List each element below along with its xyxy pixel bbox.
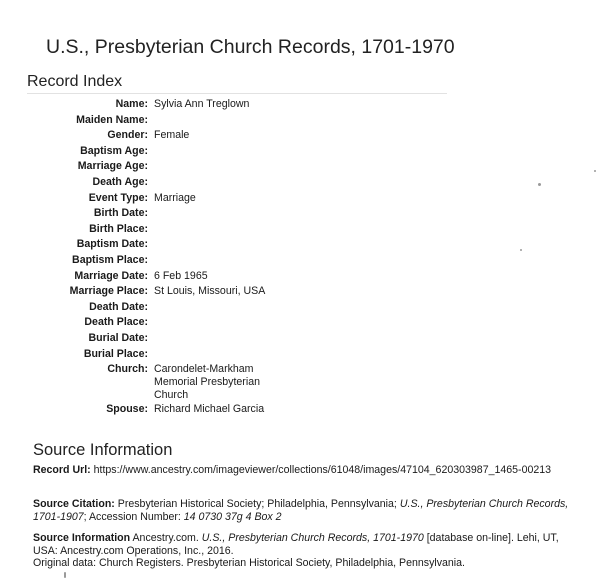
record-field-value: St Louis, Missouri, USA — [154, 285, 266, 298]
record-field-value — [154, 347, 294, 348]
record-row — [20, 362, 460, 402]
record-row — [20, 331, 460, 347]
record-field-value — [154, 175, 294, 176]
record-field-label: Spouse: — [106, 403, 148, 416]
record-field-label: Marriage Date: — [74, 269, 148, 282]
record-url-label: Record Url: — [33, 464, 91, 476]
record-field-label: Death Age: — [92, 175, 148, 188]
record-field-label: Death Place: — [84, 316, 148, 329]
record-field-label: Gender: — [107, 129, 148, 142]
record-row — [20, 315, 460, 331]
record-row — [20, 253, 460, 269]
source-information-original-data: Original data: Church Registers. Presbyterian Historical Society, Philadelphia, Pennsylvania. — [33, 557, 466, 569]
source-citation-block — [33, 498, 578, 523]
record-field-value — [154, 237, 294, 238]
record-row — [20, 144, 460, 160]
record-field-value — [154, 113, 294, 114]
record-field-label: Maiden Name: — [76, 113, 148, 126]
record-field-value — [154, 144, 294, 145]
record-field-label: Church: — [107, 363, 148, 376]
page-title: U.S., Presbyterian Church Records, 1701-1970 — [46, 36, 455, 58]
record-row — [20, 237, 460, 253]
record-field-label: Birth Date: — [93, 207, 148, 220]
source-information-block — [33, 532, 578, 570]
record-field-value — [154, 253, 294, 254]
record-field-label: Baptism Place: — [72, 253, 148, 266]
source-information-database-details: [database on-line]. Lehi, UT, USA: Ancestry.com Operations, Inc., 2016. — [33, 532, 559, 557]
source-citation-accession-number: 14 0730 37g 4 Box 2 — [183, 510, 282, 523]
record-field-value — [154, 159, 294, 160]
source-information-database-title: U.S., Presbyterian Church Records, 1701-1970 — [201, 532, 424, 544]
record-field-value: Female — [154, 129, 190, 142]
record-row — [20, 113, 460, 129]
record-field-label: Birth Place: — [89, 222, 148, 235]
record-row — [20, 284, 460, 300]
record-url-link[interactable]: https://www.ancestry.com/imageviewer/collections/61048/images/47104_620303987_1465-00213 — [93, 464, 552, 476]
record-field-label: Baptism Age: — [80, 144, 148, 157]
record-index-heading: Record Index — [27, 73, 123, 90]
record-field-value — [154, 206, 294, 207]
source-citation-collection-title: U.S., Presbyterian Church Records, 1701-1907 — [33, 498, 569, 523]
source-citation-text: Presbyterian Historical Society; Philadelphia, Pennsylvania; — [117, 498, 397, 510]
scan-speck — [538, 183, 541, 186]
record-row — [20, 269, 460, 285]
record-field-value — [154, 300, 294, 301]
record-row — [20, 347, 460, 363]
record-row — [20, 97, 460, 113]
source-information-publisher: Ancestry.com. — [132, 532, 199, 544]
record-field-value — [154, 222, 294, 223]
record-field-value: Marriage — [154, 191, 196, 204]
record-field-label: Marriage Age: — [77, 160, 148, 173]
record-row — [20, 128, 460, 144]
scan-speck — [594, 170, 596, 172]
record-row — [20, 191, 460, 207]
source-information-label: Source Information — [33, 532, 131, 544]
record-row — [20, 222, 460, 238]
record-row — [20, 159, 460, 175]
record-row — [20, 402, 460, 418]
source-citation-label: Source Citation: — [33, 498, 115, 510]
source-citation-accession-label: ; Accession Number: — [83, 510, 181, 523]
record-field-label: Death Date: — [89, 300, 148, 313]
record-field-label: Burial Date: — [88, 331, 148, 344]
record-field-value: Carondelet-Markham Memorial Presbyterian Church — [154, 363, 260, 402]
record-field-value — [154, 331, 294, 332]
record-index-list — [20, 97, 460, 418]
record-field-value — [154, 315, 294, 316]
record-row — [20, 175, 460, 191]
record-field-label: Name: — [115, 98, 148, 110]
source-information-heading: Source Information — [33, 441, 173, 459]
record-field-label: Burial Place: — [83, 347, 148, 360]
record-index-divider — [27, 93, 447, 94]
record-field-label: Event Type: — [88, 191, 148, 204]
record-row — [20, 206, 460, 222]
record-url-block — [33, 464, 578, 477]
record-field-label: Marriage Place: — [69, 285, 148, 298]
scan-speck — [520, 249, 522, 251]
record-field-value: 6 Feb 1965 — [154, 269, 208, 282]
record-field-label: Baptism Date: — [76, 238, 148, 251]
record-row — [20, 300, 460, 316]
scan-speck — [64, 572, 66, 578]
record-field-value: Sylvia Ann Treglown — [154, 98, 250, 110]
record-field-value: Richard Michael Garcia — [154, 403, 265, 416]
